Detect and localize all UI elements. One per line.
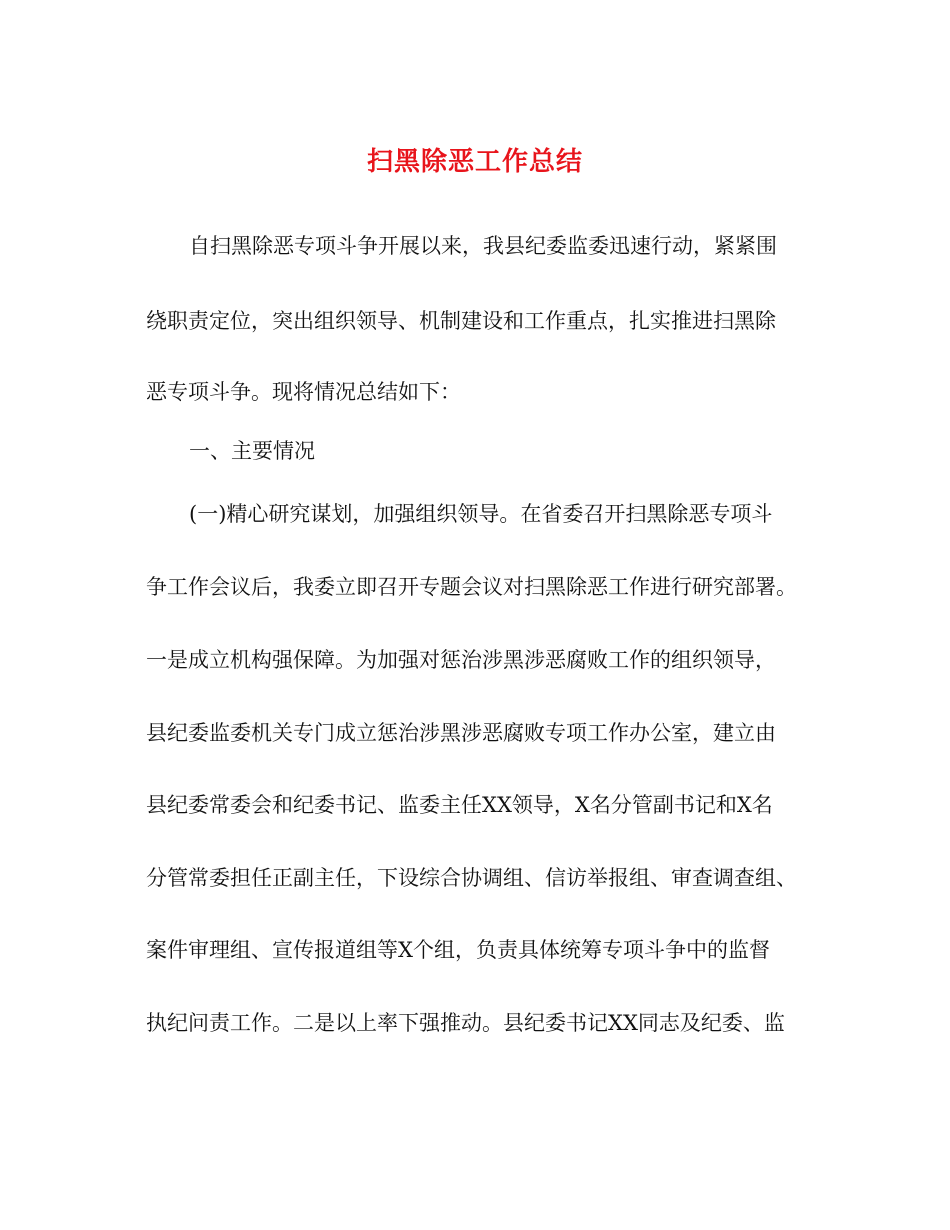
line-text: 自扫黑除恶专项斗争开展以来，我县纪委监委迅速行动，紧紧围: [189, 234, 777, 258]
section-heading: [0, 433, 950, 469]
line-text: 一、主要情况: [189, 439, 315, 463]
paragraph-line: [0, 642, 950, 678]
paragraph-line: [0, 787, 950, 823]
line-text: 争工作会议后，我委立即召开专题会议对扫黑除恶工作进行研究部署。: [146, 575, 797, 599]
line-text: 分管常委担任正副主任，下设综合协调组、信访举报组、审查调查组、: [146, 866, 797, 890]
paragraph-line: [0, 374, 950, 410]
paragraph-line: [0, 932, 950, 968]
line-text: 绕职责定位，突出组织领导、机制建设和工作重点，扎实推进扫黑除: [146, 309, 776, 333]
paragraph-line: [0, 715, 950, 751]
paragraph-line: [0, 303, 950, 339]
line-text: 执纪问责工作。二是以上率下强推动。县纪委书记XX同志及纪委、监: [146, 1011, 785, 1035]
line-text: 案件审理组、宣传报道组等X个组，负责具体统筹专项斗争中的监督: [146, 938, 770, 962]
line-text: 一是成立机构强保障。为加强对惩治涉黑涉恶腐败工作的组织领导，: [146, 648, 776, 672]
paragraph-line: [0, 1005, 950, 1041]
paragraph-line: [0, 496, 950, 532]
line-text: 恶专项斗争。现将情况总结如下：: [146, 380, 461, 404]
paragraph-line: [0, 569, 950, 605]
line-text: 县纪委常委会和纪委书记、监委主任XX领导，X名分管副书记和X名: [146, 793, 773, 817]
line-text: (一)精心研究谋划，加强组织领导。在省委召开扫黑除恶专项斗: [189, 502, 773, 526]
paragraph-line: [0, 860, 950, 896]
line-text: 县纪委监委机关专门成立惩治涉黑涉恶腐败专项工作办公室，建立由: [146, 721, 776, 745]
document-title: 扫黑除恶工作总结: [366, 147, 583, 177]
paragraph-line: [0, 228, 950, 264]
